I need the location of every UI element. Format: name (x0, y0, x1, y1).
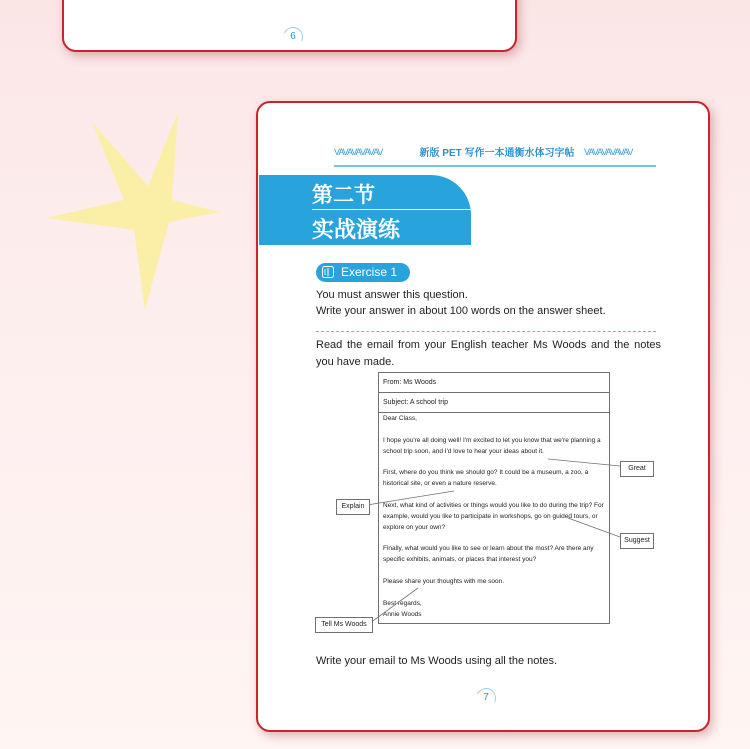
note-suggest: Suggest (620, 533, 654, 549)
email-closing: Best regards, (383, 599, 422, 607)
email-paragraph: First, where do you think we should go? It could be a museum, a zoo, a historical site, or even a nature reserve. (383, 469, 589, 488)
previous-page-number: 6 (284, 28, 302, 46)
email-paragraph: Please share your thoughts with me soon. (383, 577, 505, 585)
header-title: 新版 PET 写作一本通衡水体习字帖 (419, 148, 575, 159)
note-explain: Explain (336, 499, 370, 515)
note-tell-ms-woods: Tell Ms Woods (315, 617, 373, 633)
instruction-line-2: Write your answer in about 100 words on the answer sheet. (316, 305, 606, 317)
email-paragraph: Next, what kind of activities or things would you like to do during the trip? For example, would you like to participate in workshops, go on guided tours, or explore on your own? (383, 501, 604, 531)
exercise-label: Exercise 1 (341, 265, 398, 279)
read-prompt: Read the email from your English teacher Ms Woods and the notes you have made. (316, 339, 661, 368)
final-instruction: Write your email to Ms Woods using all the notes. (316, 655, 558, 667)
section-number: 第二节 (312, 184, 375, 207)
current-page (256, 101, 710, 732)
email-from: From: Ms Woods (379, 373, 609, 393)
header-zigzag-right: VAVAVAVAVAV (584, 147, 633, 157)
page-number: 7 (477, 689, 495, 707)
email-signature: Annie Woods (383, 610, 422, 618)
note-connector-lines (258, 103, 708, 732)
note-great: Great (620, 461, 654, 477)
email-subject: Subject: A school trip (379, 393, 609, 413)
star-decoration (44, 112, 244, 312)
header-zigzag-left: VAVAVAVAVAV (334, 147, 383, 157)
email-paragraph: I hope you're all doing well! I'm excited to let you know that we're planning a school trip soon, and I'd love to hear your ideas about it. (383, 436, 601, 455)
section-title: 实战演练 (312, 217, 401, 242)
previous-page (62, 0, 517, 52)
email-greeting: Dear Class, (383, 415, 417, 422)
email-paragraph: Finally, what would you like to see or learn about the most? Are there any specific exhibits, animals, or places that interest you? (383, 545, 594, 564)
instruction-line-1: You must answer this question. (316, 289, 468, 301)
